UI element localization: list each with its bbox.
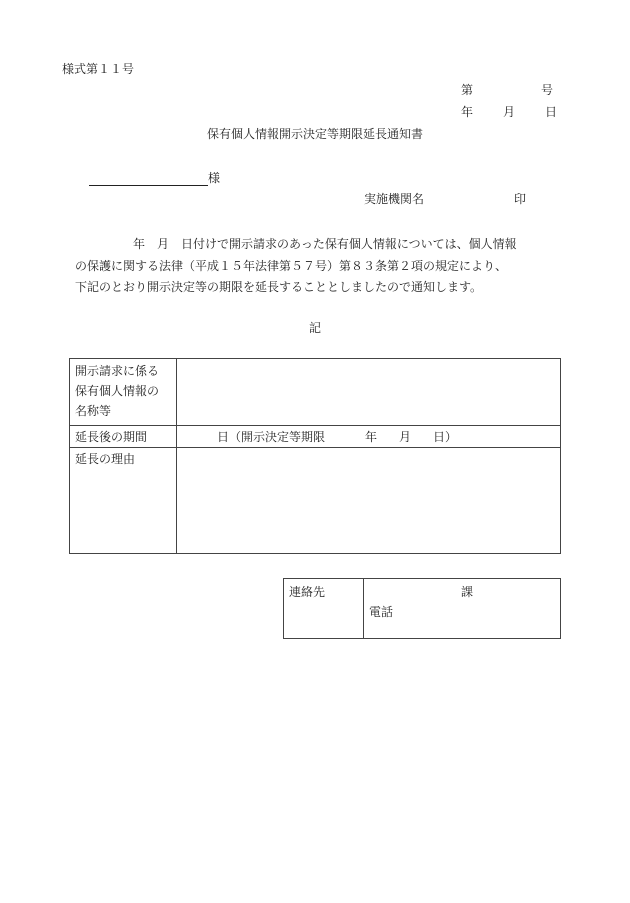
extension-period-label: 延長後の期間 <box>70 426 177 448</box>
document-title: 保有個人情報開示決定等期限延長通知書 <box>206 127 423 141</box>
contact-value <box>364 579 561 639</box>
table-row-info-name <box>70 359 561 426</box>
date-day: 日 <box>545 105 558 119</box>
info-name-value <box>177 359 561 426</box>
info-name-label-line-1: 開示請求に係る <box>75 364 160 378</box>
date-year: 年 <box>461 105 474 119</box>
body-line-3: 下記のとおり開示決定等の期限を延長することとしましたので通知します。 <box>75 280 483 294</box>
addressee-blank-line <box>89 171 208 186</box>
period-month: 月 <box>399 430 412 444</box>
info-name-label-line-2: 保有個人情報の <box>75 384 160 398</box>
info-name-label <box>70 359 177 426</box>
contact-table <box>283 578 561 639</box>
ki-heading: 記 <box>308 321 321 335</box>
contact-label: 連絡先 <box>284 579 364 639</box>
period-day: 日） <box>433 430 458 444</box>
number-suffix: 号 <box>541 83 554 97</box>
contact-phone: 電話 <box>369 605 394 619</box>
body-line-1: 年 月 日付けで開示請求のあった保有個人情報については、個人情報 <box>133 237 517 251</box>
contact-row <box>284 579 561 639</box>
period-year: 年 <box>365 430 378 444</box>
extension-period-value <box>177 426 561 448</box>
addressee-suffix: 様 <box>208 171 221 185</box>
extension-reason-value <box>177 448 561 554</box>
period-days: 日（開示決定等期限 <box>217 430 326 444</box>
details-table <box>69 358 561 554</box>
seal-mark: 印 <box>514 192 527 206</box>
institution-line <box>364 190 526 207</box>
body-line-2: の保護に関する法律（平成１５年法律第５７号）第８３条第２項の規定により、 <box>75 258 508 273</box>
number-prefix: 第 <box>461 83 474 97</box>
extension-reason-label: 延長の理由 <box>70 448 177 554</box>
document-number <box>461 81 553 98</box>
info-name-label-line-3: 名称等 <box>75 404 112 418</box>
table-row-extension-reason <box>70 448 561 554</box>
form-number: 様式第１１号 <box>62 62 135 76</box>
contact-dept: 課 <box>460 585 473 599</box>
institution-label: 実施機関名 <box>364 192 425 206</box>
addressee <box>89 169 220 186</box>
body-paragraph <box>75 234 575 299</box>
table-row-extension-period <box>70 426 561 448</box>
document-date <box>461 103 557 120</box>
date-month: 月 <box>503 105 516 119</box>
